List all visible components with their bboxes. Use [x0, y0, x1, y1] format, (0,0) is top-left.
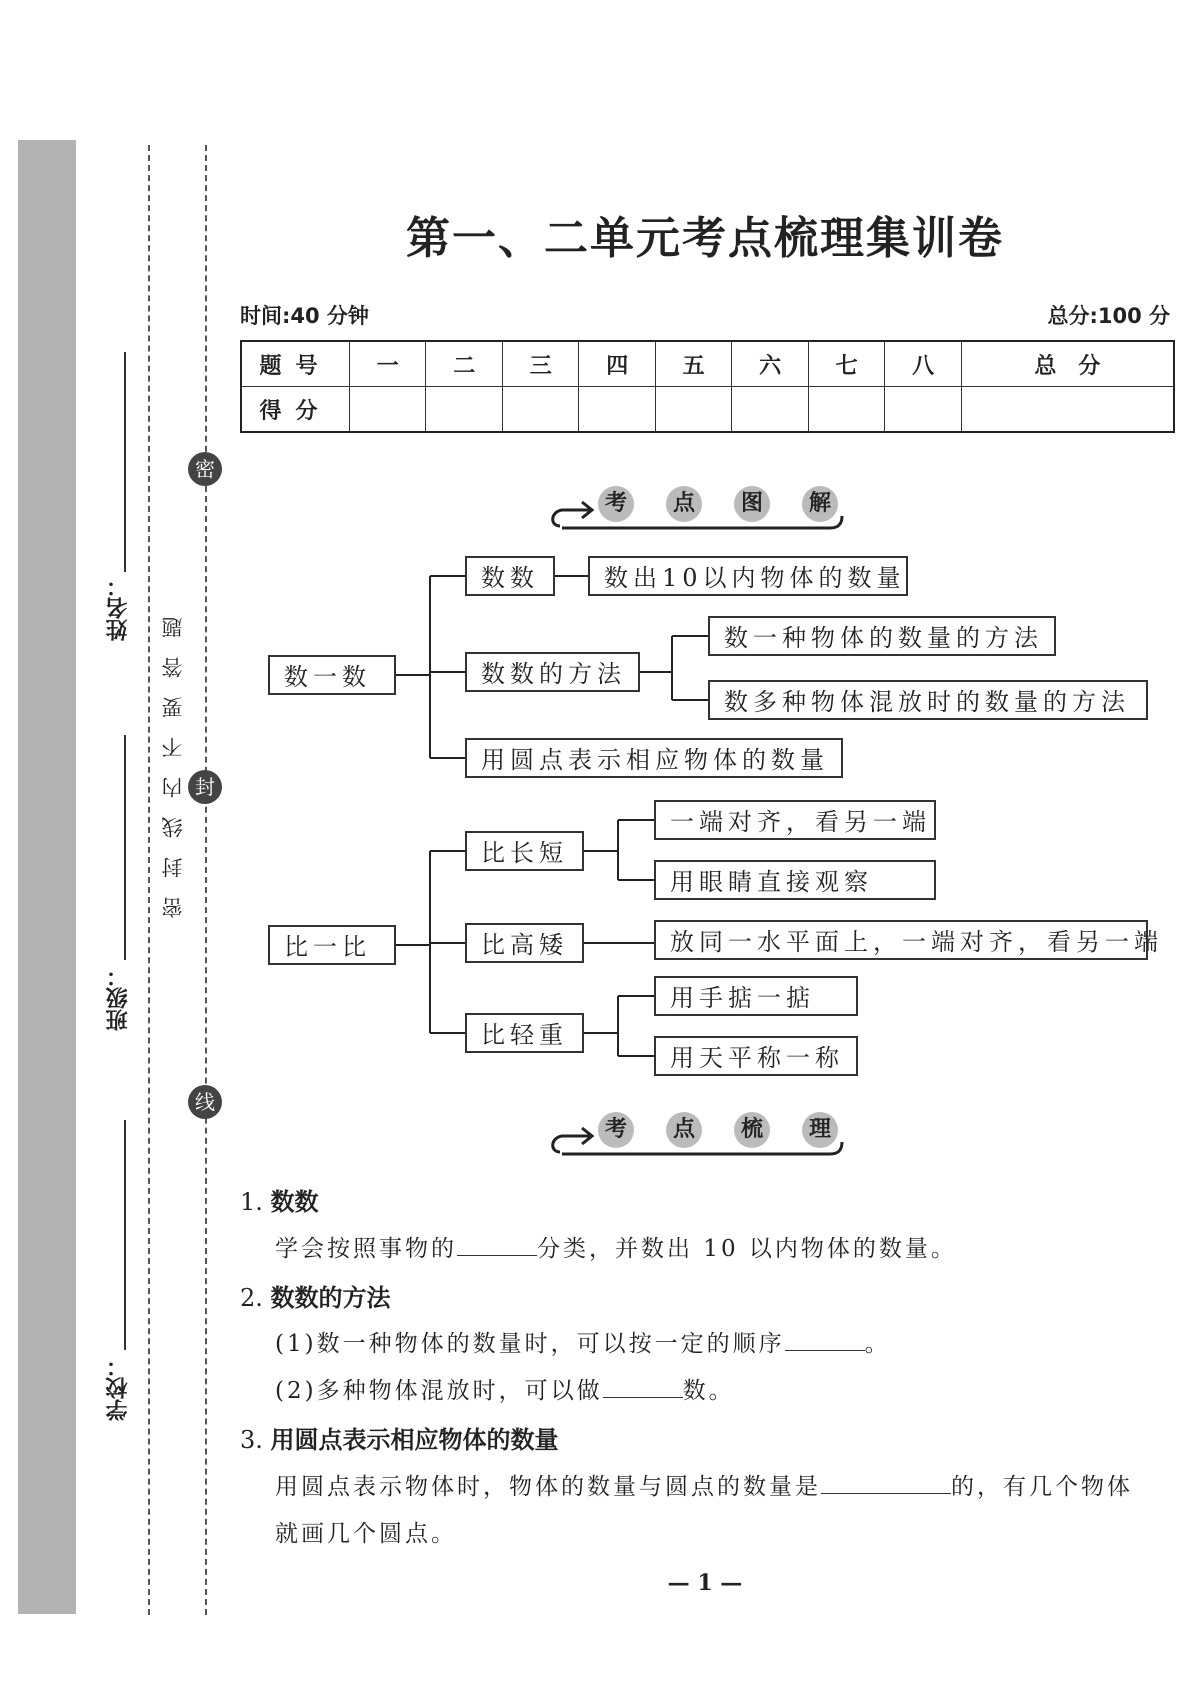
node-count-root: 数一数: [268, 655, 396, 695]
section-2-line-1: (1)数一种物体的数量时，可以按一定的顺序 。: [275, 1325, 891, 1358]
leaf-align-one-end: 一端对齐，看另一端: [654, 800, 936, 840]
node-compare-length: 比长短: [465, 831, 584, 871]
banner-char: 图: [734, 486, 770, 522]
section-2-line-2: (2)多种物体混放时，可以做 数。: [275, 1372, 735, 1405]
section-3-line-1: 用圆点表示物体时，物体的数量与圆点的数量是 的，有几个物体: [275, 1468, 1133, 1501]
node-dot-representation: 用圆点表示相应物体的数量: [465, 738, 843, 778]
blank-field[interactable]: [821, 1471, 951, 1494]
leaf-count-within-10: 数出10以内物体的数量: [588, 556, 908, 596]
col-5: 五: [655, 341, 731, 387]
node-compare-weight: 比轻重: [465, 1013, 584, 1053]
section-3-line-2: 就画几个圆点。: [275, 1521, 457, 1547]
section-2-heading: 2. 数数的方法: [240, 1284, 391, 1312]
page-number: — 1 —: [667, 1570, 743, 1596]
banner-char: 点: [666, 486, 702, 522]
leaf-weigh-by-hand: 用手掂一掂: [654, 976, 858, 1016]
banner-char: 考: [598, 1112, 634, 1148]
blank-field[interactable]: [603, 1375, 683, 1398]
banner-review: [550, 1108, 850, 1158]
seal-warning: 密封线内不要答题: [161, 598, 185, 918]
leaf-use-balance: 用天平称一称: [654, 1036, 858, 1076]
section-3-heading: 3. 用圆点表示相应物体的数量: [240, 1426, 559, 1454]
banner-char: 解: [802, 486, 838, 522]
leaf-observe-directly: 用眼睛直接观察: [654, 860, 936, 900]
class-label: 班级：: [106, 965, 131, 1031]
col-3: 三: [502, 341, 578, 387]
node-counting-methods: 数数的方法: [465, 652, 640, 692]
blank-field[interactable]: [457, 1233, 537, 1256]
time-info: 时间:40 分钟: [240, 304, 369, 328]
row-label-number: 题号: [241, 341, 350, 387]
leaf-same-level: 放同一水平面上，一端对齐，看另一端: [654, 920, 1148, 960]
row-label-score: 得分: [241, 387, 350, 433]
col-total: 总 分: [961, 341, 1174, 387]
col-4: 四: [579, 341, 655, 387]
col-2: 二: [426, 341, 502, 387]
leaf-one-kind-method: 数一种物体的数量的方法: [708, 616, 1056, 656]
node-compare-height: 比高矮: [465, 923, 584, 963]
banner-char: 理: [802, 1112, 838, 1148]
seal-xian-icon: 线: [188, 1085, 222, 1119]
col-8: 八: [885, 341, 961, 387]
school-label: 学校：: [106, 1355, 131, 1421]
section-1-line: 学会按照事物的 分类，并数出 10 以内物体的数量。: [275, 1230, 957, 1263]
seal-mi-icon: 密: [188, 452, 222, 486]
col-1: 一: [350, 341, 426, 387]
page-title: 第一、二单元考点梳理集训卷: [406, 213, 1004, 264]
banner-char: 点: [666, 1112, 702, 1148]
section-1-heading: 1. 数数: [240, 1188, 319, 1216]
node-compare-root: 比一比: [268, 925, 396, 965]
name-label: 姓名：: [106, 575, 131, 641]
seal-feng-icon: 封: [188, 770, 222, 804]
banner-char: 梳: [734, 1112, 770, 1148]
col-7: 七: [808, 341, 884, 387]
total-info: 总分:100 分: [1047, 304, 1170, 328]
col-6: 六: [732, 341, 808, 387]
leaf-mixed-kinds-method: 数多种物体混放时的数量的方法: [708, 680, 1148, 720]
banner-char: 考: [598, 486, 634, 522]
node-counting: 数数: [465, 556, 555, 596]
blank-field[interactable]: [785, 1328, 865, 1351]
